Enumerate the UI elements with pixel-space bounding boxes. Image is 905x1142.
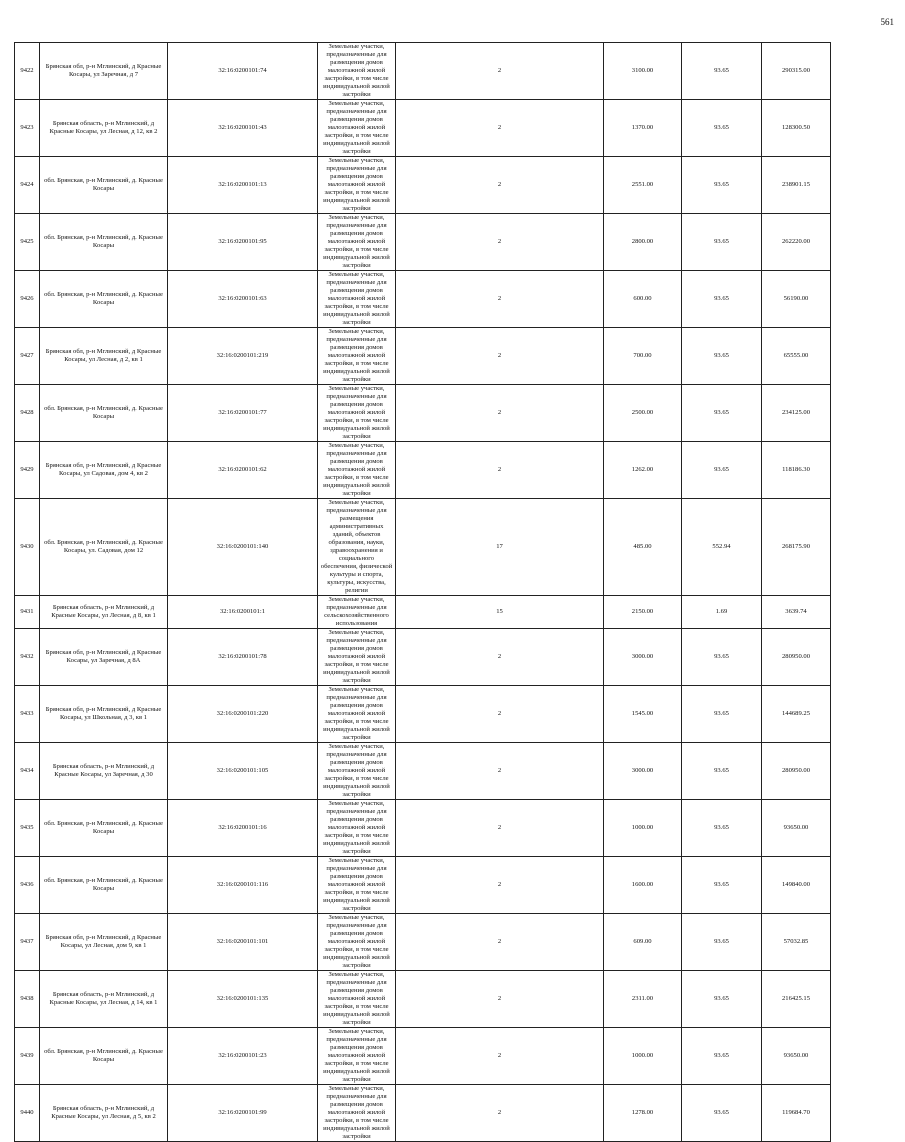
specific-value-cell: 93.65 [682, 971, 762, 1028]
land-use-code-cell: 2 [396, 743, 604, 800]
land-use-code-cell: 17 [396, 499, 604, 596]
area-cell: 2311.00 [604, 971, 682, 1028]
land-use-description-cell: Земельные участки, предназначенные для размещения домов малоэтажной жилой застройки, в том числе индивидуальной жилой застройки [318, 214, 396, 271]
table-body [15, 43, 894, 1142]
cadastral-value-cell: 93650.00 [762, 800, 831, 857]
table-row [15, 629, 894, 686]
cadastral-number-cell: 32:16:0200101:78 [168, 629, 318, 686]
address-cell: Брянская область, р-н Мглинский, д Красные Косары, ул Лесная, д 14, кв 1 [40, 971, 168, 1028]
land-use-code-cell: 2 [396, 157, 604, 214]
specific-value-cell: 93.65 [682, 43, 762, 100]
table-row [15, 157, 894, 214]
cadastral-value-cell: 144689.25 [762, 686, 831, 743]
land-use-code-cell: 15 [396, 596, 604, 629]
cadastral-value-cell: 280950.00 [762, 629, 831, 686]
specific-value-cell: 93.65 [682, 629, 762, 686]
row-number: 9439 [15, 1028, 40, 1085]
row-number: 9435 [15, 800, 40, 857]
cadastral-value-cell: 149840.00 [762, 857, 831, 914]
land-use-code-cell: 2 [396, 100, 604, 157]
cadastral-value-cell: 57032.85 [762, 914, 831, 971]
row-number: 9428 [15, 385, 40, 442]
area-cell: 600.00 [604, 271, 682, 328]
address-cell: обл. Брянская, р-н Мглинский, д. Красные Косары [40, 800, 168, 857]
area-cell: 485.00 [604, 499, 682, 596]
cadastral-value-cell: 65555.00 [762, 328, 831, 385]
land-use-code-cell: 2 [396, 971, 604, 1028]
table-row [15, 100, 894, 157]
land-use-code-cell: 2 [396, 328, 604, 385]
table-row [15, 686, 894, 743]
row-number: 9426 [15, 271, 40, 328]
area-cell: 3100.00 [604, 43, 682, 100]
cadastral-value-cell: 118186.30 [762, 442, 831, 499]
specific-value-cell: 93.65 [682, 743, 762, 800]
cadastral-value-cell: 280950.00 [762, 743, 831, 800]
address-cell: обл. Брянская, р-н Мглинский, д. Красные Косары [40, 214, 168, 271]
row-number: 9424 [15, 157, 40, 214]
address-cell: Брянская область, р-н Мглинский, д Красные Косары, ул Заречная, д 30 [40, 743, 168, 800]
land-use-description-cell: Земельные участки, предназначенные для размещения домов малоэтажной жилой застройки, в том числе индивидуальной жилой застройки [318, 971, 396, 1028]
row-number: 9429 [15, 442, 40, 499]
address-cell: обл. Брянская, р-н Мглинский, д. Красные Косары, ул. Садовая, дом 12 [40, 499, 168, 596]
area-cell: 1278.00 [604, 1085, 682, 1142]
table-row [15, 271, 894, 328]
row-number: 9433 [15, 686, 40, 743]
cadastral-number-cell: 32:16:0200101:105 [168, 743, 318, 800]
cadastral-number-cell: 32:16:0200101:140 [168, 499, 318, 596]
cadastral-number-cell: 32:16:0200101:135 [168, 971, 318, 1028]
area-cell: 1000.00 [604, 800, 682, 857]
land-use-description-cell: Земельные участки, предназначенные для размещения домов малоэтажной жилой застройки, в том числе индивидуальной жилой застройки [318, 100, 396, 157]
cadastral-number-cell: 32:16:0200101:95 [168, 214, 318, 271]
land-use-description-cell: Земельные участки, предназначенные для размещения домов малоэтажной жилой застройки, в том числе индивидуальной жилой застройки [318, 743, 396, 800]
specific-value-cell: 93.65 [682, 857, 762, 914]
cadastral-number-cell: 32:16:0200101:13 [168, 157, 318, 214]
area-cell: 3000.00 [604, 629, 682, 686]
cadastral-value-cell: 216425.15 [762, 971, 831, 1028]
cadastral-value-cell: 238901.15 [762, 157, 831, 214]
table-row [15, 499, 894, 596]
area-cell: 700.00 [604, 328, 682, 385]
row-number: 9425 [15, 214, 40, 271]
cadastral-value-cell: 262220.00 [762, 214, 831, 271]
specific-value-cell: 93.65 [682, 1085, 762, 1142]
address-cell: Брянская область, р-н Мглинский, д Красные Косары, ул Лесная, д 12, кв 2 [40, 100, 168, 157]
cadastral-number-cell: 32:16:0200101:16 [168, 800, 318, 857]
table-row [15, 596, 894, 629]
cadastral-value-cell: 93650.00 [762, 1028, 831, 1085]
cadastral-number-cell: 32:16:0200101:99 [168, 1085, 318, 1142]
table-row [15, 1085, 894, 1142]
cadastral-number-cell: 32:16:0200101:220 [168, 686, 318, 743]
land-use-description-cell: Земельные участки, предназначенные для размещения домов малоэтажной жилой застройки, в том числе индивидуальной жилой застройки [318, 1028, 396, 1085]
row-number: 9440 [15, 1085, 40, 1142]
specific-value-cell: 1.69 [682, 596, 762, 629]
specific-value-cell: 93.65 [682, 328, 762, 385]
land-use-code-cell: 2 [396, 800, 604, 857]
table-row [15, 857, 894, 914]
specific-value-cell: 93.65 [682, 442, 762, 499]
land-use-description-cell: Земельные участки, предназначенные для размещения домов малоэтажной жилой застройки, в том числе индивидуальной жилой застройки [318, 857, 396, 914]
table-row [15, 214, 894, 271]
cadastral-value-cell: 56190.00 [762, 271, 831, 328]
land-use-description-cell: Земельные участки, предназначенные для размещения домов малоэтажной жилой застройки, в том числе индивидуальной жилой застройки [318, 629, 396, 686]
address-cell: обл. Брянская, р-н Мглинский, д. Красные Косары [40, 385, 168, 442]
cadastral-value-cell: 119684.70 [762, 1085, 831, 1142]
land-use-code-cell: 2 [396, 442, 604, 499]
area-cell: 2551.00 [604, 157, 682, 214]
specific-value-cell: 93.65 [682, 214, 762, 271]
row-number: 9436 [15, 857, 40, 914]
address-cell: обл. Брянская, р-н Мглинский, д. Красные Косары [40, 157, 168, 214]
specific-value-cell: 93.65 [682, 1028, 762, 1085]
land-use-code-cell: 2 [396, 385, 604, 442]
specific-value-cell: 93.65 [682, 914, 762, 971]
cadastral-value-cell: 3639.74 [762, 596, 831, 629]
address-cell: обл. Брянская, р-н Мглинский, д. Красные Косары [40, 1028, 168, 1085]
row-number: 9431 [15, 596, 40, 629]
table-row [15, 43, 894, 100]
land-use-description-cell: Земельные участки, предназначенные для размещения административных зданий, объектов образования, науки, здравоохранения и социального обеспечения, физической культуры и спорта, культуры, искусства, религии [318, 499, 396, 596]
address-cell: обл. Брянская, р-н Мглинский, д. Красные Косары [40, 271, 168, 328]
table-row [15, 800, 894, 857]
land-use-description-cell: Земельные участки, предназначенные для размещения домов малоэтажной жилой застройки, в том числе индивидуальной жилой застройки [318, 686, 396, 743]
row-number: 9438 [15, 971, 40, 1028]
land-use-description-cell: Земельные участки, предназначенные для размещения домов малоэтажной жилой застройки, в том числе индивидуальной жилой застройки [318, 800, 396, 857]
specific-value-cell: 93.65 [682, 100, 762, 157]
row-number: 9437 [15, 914, 40, 971]
address-cell: Брянская обл, р-н Мглинский, д Красные Косары, ул Заречная, д 8А [40, 629, 168, 686]
address-cell: Брянская обл, р-н Мглинский, д Красные Косары, ул Заречная, д 7 [40, 43, 168, 100]
row-number: 9430 [15, 499, 40, 596]
area-cell: 1370.00 [604, 100, 682, 157]
land-use-code-cell: 2 [396, 271, 604, 328]
area-cell: 609.00 [604, 914, 682, 971]
cadastral-value-cell: 234125.00 [762, 385, 831, 442]
cadastral-number-cell: 32:16:0200101:43 [168, 100, 318, 157]
land-use-code-cell: 2 [396, 1085, 604, 1142]
cadastral-number-cell: 32:16:0200101:219 [168, 328, 318, 385]
cadastral-value-cell: 290315.00 [762, 43, 831, 100]
cadastral-number-cell: 32:16:0200101:74 [168, 43, 318, 100]
row-number: 9423 [15, 100, 40, 157]
specific-value-cell: 93.65 [682, 800, 762, 857]
land-use-code-cell: 2 [396, 629, 604, 686]
land-use-description-cell: Земельные участки, предназначенные для размещения домов малоэтажной жилой застройки, в том числе индивидуальной жилой застройки [318, 328, 396, 385]
address-cell: Брянская область, р-н Мглинский, д Красные Косары, ул Лесная, д 5, кв 2 [40, 1085, 168, 1142]
land-use-description-cell: Земельные участки, предназначенные для размещения домов малоэтажной жилой застройки, в том числе индивидуальной жилой застройки [318, 271, 396, 328]
cadastral-value-cell: 268175.90 [762, 499, 831, 596]
land-use-description-cell: Земельные участки, предназначенные для размещения домов малоэтажной жилой застройки, в том числе индивидуальной жилой застройки [318, 1085, 396, 1142]
specific-value-cell: 93.65 [682, 271, 762, 328]
specific-value-cell: 552.94 [682, 499, 762, 596]
land-use-code-cell: 2 [396, 43, 604, 100]
cadastral-number-cell: 32:16:0200101:23 [168, 1028, 318, 1085]
address-cell: Брянская обл, р-н Мглинский, д Красные Косары, ул Школьная, д 3, кв 1 [40, 686, 168, 743]
area-cell: 2800.00 [604, 214, 682, 271]
land-use-code-cell: 2 [396, 686, 604, 743]
table-row [15, 442, 894, 499]
cadastral-number-cell: 32:16:0200101:101 [168, 914, 318, 971]
cadastral-number-cell: 32:16:0200101:63 [168, 271, 318, 328]
address-cell: Брянская обл, р-н Мглинский, д Красные Косары, ул Лесная, д 2, кв 1 [40, 328, 168, 385]
land-use-description-cell: Земельные участки, предназначенные для размещения домов малоэтажной жилой застройки, в том числе индивидуальной жилой застройки [318, 157, 396, 214]
cadastral-value-table [14, 42, 894, 1142]
address-cell: Брянская обл, р-н Мглинский, д Красные Косары, ул Садовая, дом 4, кв 2 [40, 442, 168, 499]
page-number: 561 [880, 17, 894, 27]
row-number: 9434 [15, 743, 40, 800]
land-use-description-cell: Земельные участки, предназначенные для размещения домов малоэтажной жилой застройки, в том числе индивидуальной жилой застройки [318, 43, 396, 100]
cadastral-number-cell: 32:16:0200101:116 [168, 857, 318, 914]
land-use-description-cell: Земельные участки, предназначенные для сельскохозяйственного использования [318, 596, 396, 629]
specific-value-cell: 93.65 [682, 385, 762, 442]
area-cell: 1000.00 [604, 1028, 682, 1085]
table-row [15, 1028, 894, 1085]
land-use-code-cell: 2 [396, 214, 604, 271]
area-cell: 1262.00 [604, 442, 682, 499]
land-use-code-cell: 2 [396, 1028, 604, 1085]
row-number: 9432 [15, 629, 40, 686]
cadastral-number-cell: 32:16:0200101:1 [168, 596, 318, 629]
row-number: 9427 [15, 328, 40, 385]
area-cell: 2500.00 [604, 385, 682, 442]
land-use-description-cell: Земельные участки, предназначенные для размещения домов малоэтажной жилой застройки, в том числе индивидуальной жилой застройки [318, 442, 396, 499]
cadastral-number-cell: 32:16:0200101:62 [168, 442, 318, 499]
cadastral-number-cell: 32:16:0200101:77 [168, 385, 318, 442]
cadastral-value-cell: 128300.50 [762, 100, 831, 157]
land-use-description-cell: Земельные участки, предназначенные для размещения домов малоэтажной жилой застройки, в том числе индивидуальной жилой застройки [318, 914, 396, 971]
row-number: 9422 [15, 43, 40, 100]
table-row [15, 328, 894, 385]
area-cell: 1600.00 [604, 857, 682, 914]
land-use-description-cell: Земельные участки, предназначенные для размещения домов малоэтажной жилой застройки, в том числе индивидуальной жилой застройки [318, 385, 396, 442]
address-cell: обл. Брянская, р-н Мглинский, д. Красные Косары [40, 857, 168, 914]
table-row [15, 914, 894, 971]
area-cell: 3000.00 [604, 743, 682, 800]
address-cell: Брянская обл, р-н Мглинский, д Красные Косары, ул Лесная, дом 9, кв 1 [40, 914, 168, 971]
land-use-code-cell: 2 [396, 857, 604, 914]
area-cell: 2150.00 [604, 596, 682, 629]
table-row [15, 971, 894, 1028]
address-cell: Брянская область, р-н Мглинский, д Красные Косары, ул Лесная, д 8, кв 1 [40, 596, 168, 629]
table-row [15, 385, 894, 442]
specific-value-cell: 93.65 [682, 157, 762, 214]
specific-value-cell: 93.65 [682, 686, 762, 743]
table-row [15, 743, 894, 800]
land-use-code-cell: 2 [396, 914, 604, 971]
area-cell: 1545.00 [604, 686, 682, 743]
